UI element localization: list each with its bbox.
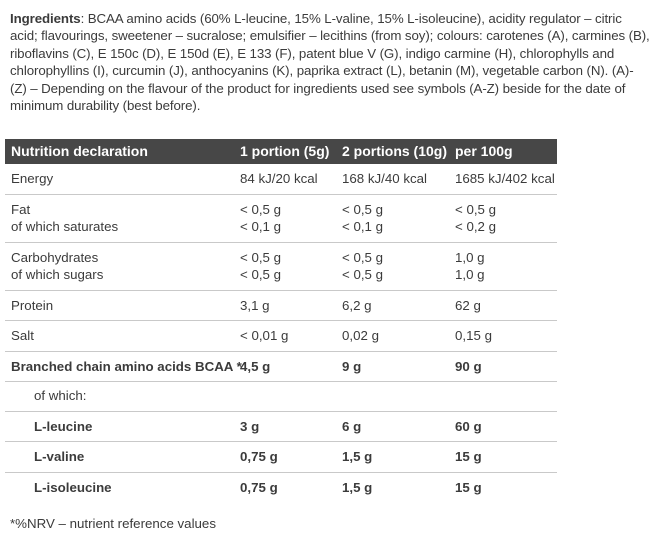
row-value-cell [240, 472, 342, 502]
row-value-cell [240, 194, 342, 242]
cell-line: < 0,5 g [342, 201, 384, 217]
cell-line: 1,0 g [455, 267, 485, 283]
cell-line: 1,5 g [342, 449, 373, 465]
row-value-cell [342, 351, 455, 382]
cell-line: 168 kJ/40 kcal [342, 171, 428, 187]
cell-line: 0,75 g [240, 449, 278, 465]
row-value-cell [240, 442, 342, 473]
cell-line: Carbohydrates [11, 249, 99, 265]
row-label-cell [5, 194, 240, 242]
row-value-cell [240, 164, 342, 194]
row-value-cell [240, 382, 342, 412]
nutrition-label-page [0, 10, 654, 541]
cell-line: 90 g [455, 358, 482, 374]
row-value-cell [455, 242, 557, 290]
cell-line: < 0,5 g [240, 249, 282, 265]
row-value-cell [240, 290, 342, 321]
row-label-cell [5, 242, 240, 290]
cell-line: of which: [34, 388, 87, 404]
row-label-cell [5, 321, 240, 352]
row-value-cell [455, 411, 557, 442]
row-value-cell [455, 351, 557, 382]
cell-line: < 0,5 g [342, 249, 384, 265]
row-value-cell [342, 290, 455, 321]
cell-line: < 0,5 g [455, 201, 497, 217]
row-value-cell [342, 242, 455, 290]
footnote: *%NRV – nutrient reference values [10, 516, 216, 532]
cell-line: L-valine [34, 449, 85, 465]
row-value-cell [342, 382, 455, 412]
cell-line: 62 g [455, 297, 481, 313]
header-2-portions: 2 portions (10g) [342, 139, 455, 164]
row-label-cell [5, 472, 240, 502]
cell-line: 0,75 g [240, 479, 278, 495]
cell-line: Protein [11, 297, 54, 313]
cell-line: Branched chain amino acids BCAA * [11, 358, 242, 374]
header-per-100g: per 100g [455, 139, 557, 164]
row-value-cell [240, 242, 342, 290]
row-value-cell [342, 442, 455, 473]
cell-line: 6 g [342, 418, 362, 434]
row-label-cell [5, 290, 240, 321]
cell-line: < 0,1 g [240, 219, 282, 235]
nutrition-table [5, 139, 557, 502]
cell-line: < 0,01 g [240, 328, 289, 344]
row-value-cell [455, 442, 557, 473]
cell-line: 9 g [342, 358, 362, 374]
row-label-cell [5, 164, 240, 194]
row-value-cell [455, 382, 557, 412]
cell-line: of which saturates [11, 219, 119, 235]
cell-line: Energy [11, 171, 54, 187]
row-label-cell [5, 351, 240, 382]
cell-line: 15 g [455, 479, 482, 495]
cell-line: < 0,2 g [455, 219, 497, 235]
table-row [5, 382, 557, 412]
ingredients-text: : BCAA amino acids (60% L-leucine, 15% L-valine, 15% L-isoleucine), acidity regulator – citric acid; flavourings, sweetener – sucralose; emulsifier – lecithins (from soy); colours: carotenes (A), carmines (B), riboflavins (C), E 150c (D), E 150d (E), E 133 (F), patent blue V (G), indigo carmine (H), chlorophylls and chlorophyllins (I), curcumin (J), anthocyanins (K), paprika extract (L), betanin (M), vegetable carbon (N). (A)-(Z) – Depending on the flavour of the product for ingredients used see symbols (A-Z) beside for the date of minimum durability (best before). [10, 11, 650, 114]
table-row [5, 351, 557, 382]
table-row [5, 442, 557, 473]
cell-line: 15 g [455, 449, 482, 465]
cell-line: 0,15 g [455, 328, 492, 344]
cell-line: Fat [11, 201, 31, 217]
ingredients-paragraph [10, 10, 650, 114]
cell-line: < 0,5 g [240, 201, 282, 217]
cell-line: 1,5 g [342, 479, 373, 495]
row-value-cell [455, 164, 557, 194]
nutrition-table-body [5, 164, 557, 502]
cell-line: 1,0 g [455, 249, 485, 265]
table-row [5, 242, 557, 290]
header-nutrition-declaration: Nutrition declaration [5, 139, 240, 164]
table-row [5, 411, 557, 442]
cell-line: of which sugars [11, 267, 104, 283]
row-value-cell [455, 321, 557, 352]
row-value-cell [240, 351, 342, 382]
cell-line: 3 g [240, 418, 260, 434]
cell-line: 84 kJ/20 kcal [240, 171, 318, 187]
row-label-cell [5, 382, 240, 412]
table-row [5, 290, 557, 321]
table-row [5, 194, 557, 242]
cell-line: < 0,5 g [240, 267, 282, 283]
table-row [5, 321, 557, 352]
row-value-cell [455, 472, 557, 502]
row-value-cell [342, 321, 455, 352]
row-value-cell [240, 321, 342, 352]
cell-line: < 0,5 g [342, 267, 384, 283]
cell-line: L-isoleucine [34, 479, 112, 495]
cell-line: 6,2 g [342, 297, 372, 313]
cell-line: 3,1 g [240, 297, 270, 313]
table-row [5, 472, 557, 502]
table-row [5, 164, 557, 194]
nutrition-table-header [5, 139, 557, 164]
row-value-cell [240, 411, 342, 442]
cell-line: 4,5 g [240, 358, 271, 374]
cell-line: L-leucine [34, 418, 93, 434]
cell-line: 1685 kJ/402 kcal [455, 171, 555, 187]
row-label-cell [5, 411, 240, 442]
row-value-cell [455, 194, 557, 242]
cell-line: 0,02 g [342, 328, 379, 344]
row-value-cell [342, 164, 455, 194]
header-1-portion: 1 portion (5g) [240, 139, 342, 164]
cell-line: 60 g [455, 418, 482, 434]
row-value-cell [455, 290, 557, 321]
row-value-cell [342, 194, 455, 242]
cell-line: < 0,1 g [342, 219, 384, 235]
cell-line: Salt [11, 328, 34, 344]
row-value-cell [342, 472, 455, 502]
header-row [5, 139, 557, 164]
ingredients-label: Ingredients [10, 11, 81, 26]
row-label-cell [5, 442, 240, 473]
row-value-cell [342, 411, 455, 442]
